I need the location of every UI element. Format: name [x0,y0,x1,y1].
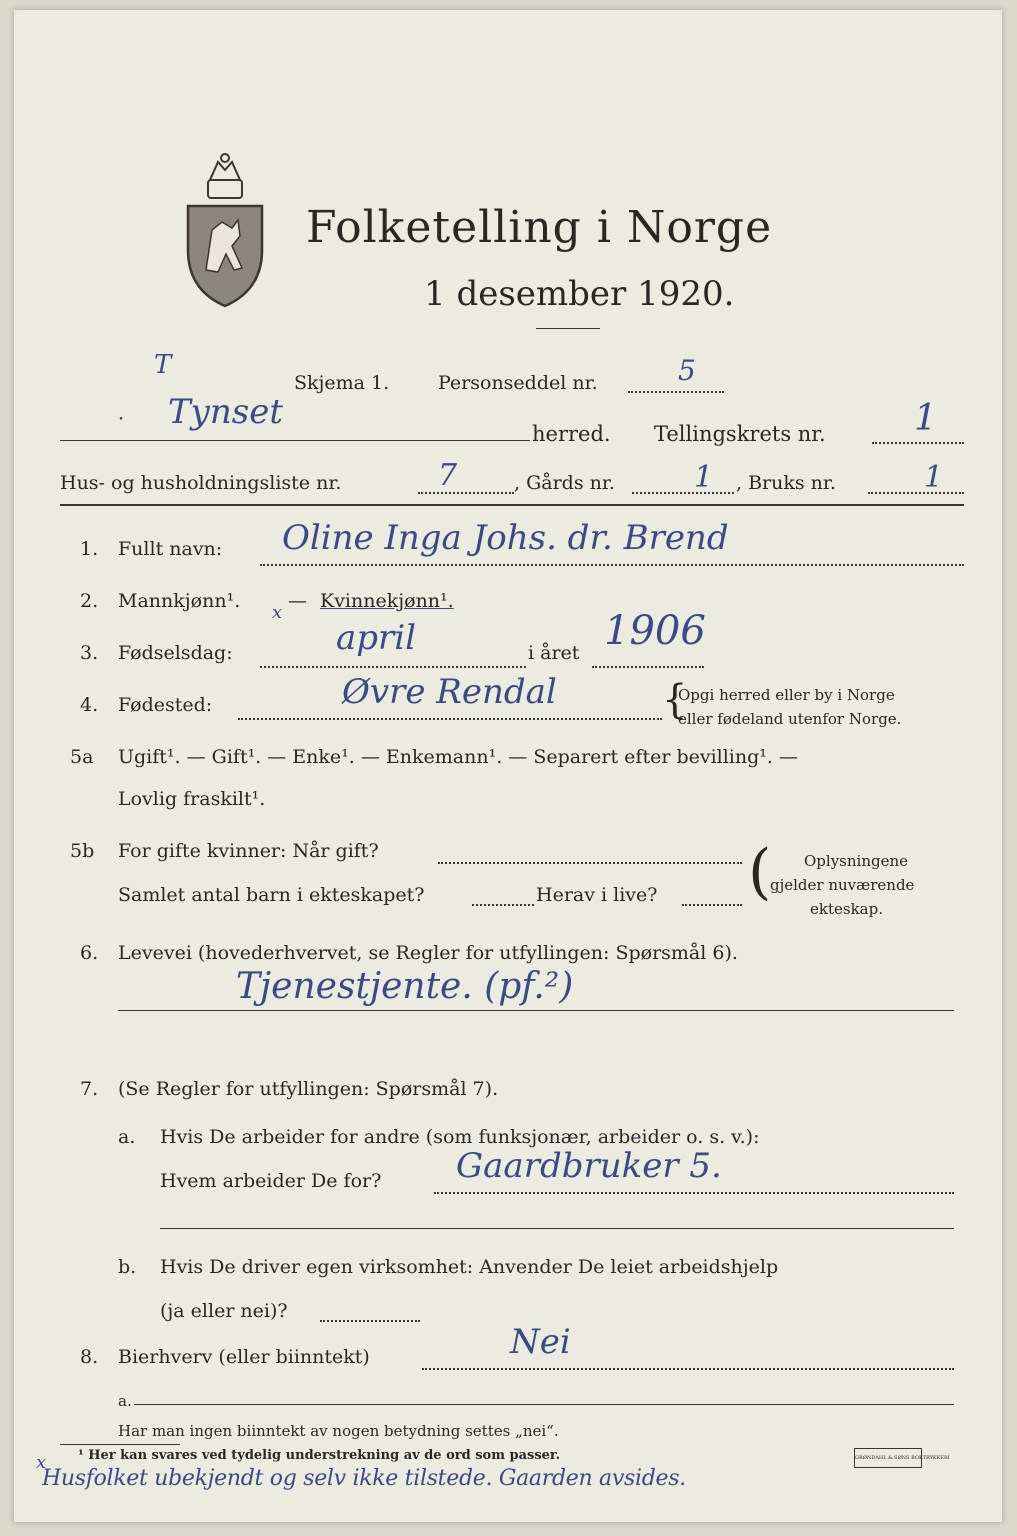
q4-label: Fødested: [118,694,213,716]
tellingskrets-line [872,442,964,444]
personseddel-label: Personseddel nr. [438,372,598,394]
hus-value[interactable]: 7 [438,458,458,493]
q3-number: 3. [80,642,99,664]
q1-line [260,564,964,566]
q7-label: (Se Regler for utfyllingen: Spørsmål 7). [118,1078,499,1100]
q5b-children-line [472,904,534,906]
q2-label-male: Mannkjønn¹. [118,590,241,612]
herred-line [60,440,530,441]
q3-day-line [260,666,526,668]
q2-number: 2. [80,590,99,612]
q5b-note-line1: Oplysningene [804,852,909,870]
skjema-label: Skjema 1. [294,372,390,394]
form-date: 1 desember 1920. [424,274,735,314]
title-divider [536,328,600,329]
q4-answer[interactable]: Øvre Rendal [342,672,557,712]
q3-label: Fødselsdag: [118,642,233,664]
form-title: Folketelling i Norge [306,202,773,253]
footer-x-mark: x [36,1452,47,1473]
q7b-line1: Hvis De driver egen virksomhet: Anvender De leiet arbeidshjelp [160,1256,779,1278]
q7a-answer-line [434,1192,954,1194]
q7a-extra-line [160,1228,954,1229]
hus-line [418,492,514,494]
q5b-alive-line [682,904,742,906]
q7b-letter: b. [118,1256,137,1278]
personseddel-value[interactable]: 5 [678,354,696,387]
q5b-line1: For gifte kvinner: Når gift? [118,840,379,862]
herred-value[interactable]: Tynset [168,392,284,432]
norway-coat-of-arms-icon [182,150,268,310]
q2-label-female[interactable]: Kvinnekjønn¹. [320,590,454,612]
printer-stamp [854,1448,950,1468]
q4-line [238,718,662,720]
handwritten-remark[interactable]: Husfolket ubekjendt og selv ikke tilstede. Gaarden avsides. [42,1466,686,1491]
census-form-page [14,10,1002,1522]
bruks-value[interactable]: 1 [924,460,944,495]
q5b-children-label: Samlet antal barn i ekteskapet? [118,884,425,906]
tynset-flourish: T [154,350,172,380]
gards-label: , Gårds nr. [514,472,615,494]
q7a-line2: Hvem arbeider De for? [160,1170,382,1192]
herred-label: herred. [532,422,611,446]
q7-number: 7. [80,1078,99,1100]
printer-stamp-text: GRØNDAHL & SØNS BOKTRYKKERI [855,1455,950,1461]
q8-answer-line [422,1368,954,1370]
q7a-letter: a. [118,1126,136,1148]
q1-answer-full-name[interactable]: Oline Inga Johs. dr. Brend [282,518,729,558]
q8-number: 8. [80,1346,99,1368]
q7a-answer[interactable]: Gaardbruker 5. [456,1146,722,1186]
personseddel-line [628,391,724,393]
q8a-letter: a. [118,1392,132,1410]
q3-answer-year[interactable]: 1906 [604,608,706,654]
q6-answer[interactable]: Tjenestjente. (pf.²) [236,966,574,1007]
gards-value[interactable]: 1 [694,460,714,495]
footnote: ¹ Her kan svares ved tydelig understrekning av de ord som passer. [78,1448,561,1463]
q5b-brace: ( [748,837,772,907]
header-divider [60,504,964,506]
q3-year-label: i året [528,642,580,664]
q5b-when-line [438,862,742,864]
q5b-note-line3: ekteskap. [810,900,883,918]
q7a-line1: Hvis De arbeider for andre (som funksjonær, arbeider o. s. v.): [160,1126,760,1148]
q5a-options-line1[interactable]: Ugift¹. — Gift¹. — Enke¹. — Enkemann¹. — Separert efter bevilling¹. — [118,746,798,768]
q2-dash: — [288,590,307,612]
q6-label: Levevei (hovederhvervet, se Regler for utfyllingen: Spørsmål 6). [118,942,738,964]
q2-x-mark: x [272,602,283,623]
q8-answer[interactable]: Nei [510,1322,571,1362]
hus-label: Hus- og husholdningsliste nr. [60,472,342,494]
q5b-note-line2: gjelder nuværende [770,876,915,894]
footer-note: Har man ingen biinntekt av nogen betydning settes „nei“. [118,1422,559,1440]
tellingskrets-label: Tellingskrets nr. [654,422,826,446]
q1-label: Fullt navn: [118,538,223,560]
q7b-line2: (ja eller nei)? [160,1300,288,1322]
q6-number: 6. [80,942,99,964]
q4-note-line2: eller fødeland utenfor Norge. [678,710,902,728]
bruks-label: , Bruks nr. [736,472,836,494]
q5a-options-line2[interactable]: Lovlig fraskilt¹. [118,788,266,810]
tellingskrets-value[interactable]: 1 [914,398,937,439]
footnote-divider [60,1444,180,1445]
q4-note-line1: Opgi herred eller by i Norge [678,686,895,704]
gards-line [632,492,734,494]
q5b-alive-label: Herav i live? [536,884,658,906]
q4-number: 4. [80,694,99,716]
q5a-number: 5a [70,746,94,768]
q8a-line [134,1404,954,1405]
q3-year-line [592,666,704,668]
q1-number: 1. [80,538,99,560]
bruks-line [868,492,964,494]
q7b-answer-line [320,1320,420,1322]
herred-dot: · [118,408,125,430]
q5b-number: 5b [70,840,95,862]
q3-answer-day[interactable]: april [336,618,417,658]
q8-label: Bierhverv (eller biinntekt) [118,1346,370,1368]
q4-brace: { [662,677,688,723]
q6-answer-line [118,1010,954,1011]
